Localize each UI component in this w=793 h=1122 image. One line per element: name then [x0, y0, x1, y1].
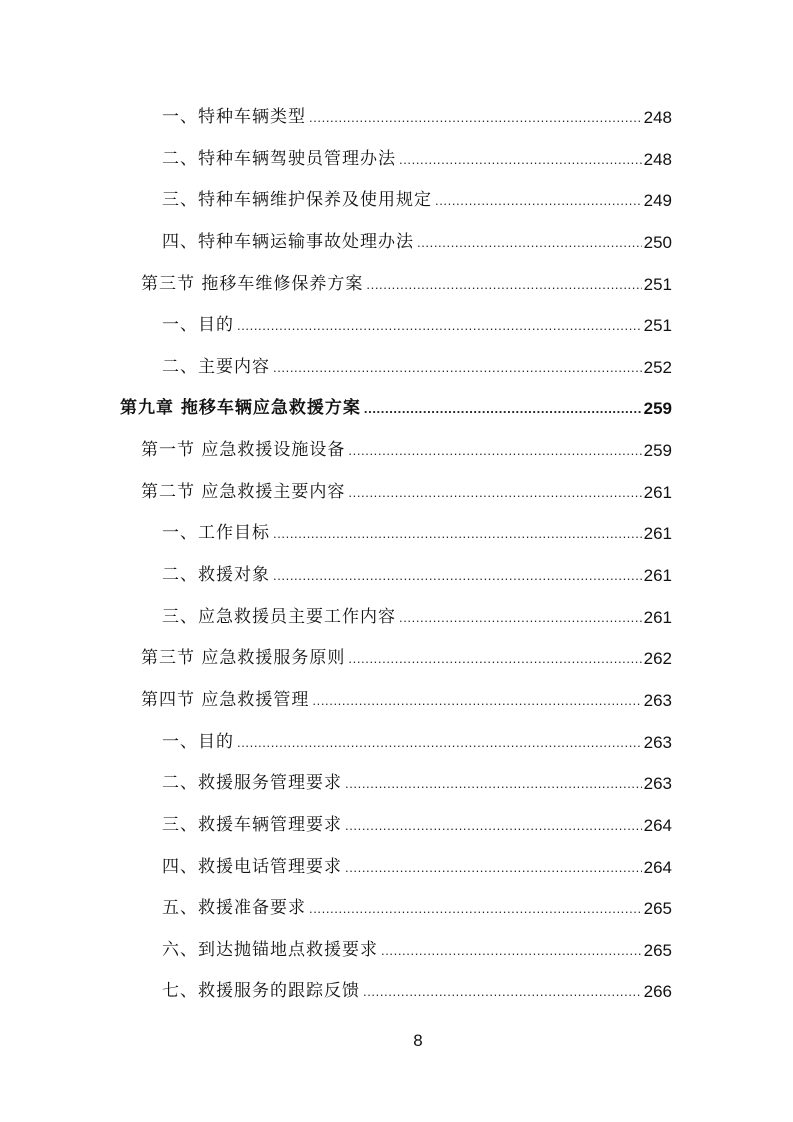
toc-entry-title: 第三节 应急救援服务原则	[141, 648, 346, 669]
toc-entry-page: 261	[643, 566, 672, 586]
toc-entry-title: 第四节 应急救援管理	[141, 689, 310, 710]
toc-entry[interactable]	[162, 180, 672, 222]
dot-leader	[435, 180, 642, 222]
toc-entry[interactable]	[162, 347, 672, 389]
dot-leader	[417, 222, 642, 264]
toc-entry-page: 261	[643, 524, 672, 544]
toc-entry[interactable]	[141, 638, 672, 680]
toc-entry[interactable]	[141, 430, 672, 472]
toc-entry-title: 五、救援准备要求	[162, 898, 306, 919]
toc-entry-title: 四、救援电话管理要求	[162, 856, 342, 877]
toc-entry-page: 251	[643, 274, 672, 294]
toc-entry-title: 一、特种车辆类型	[162, 107, 306, 127]
toc-entry-title: 六、到达抛锚地点救援要求	[162, 939, 378, 960]
toc-entry[interactable]	[162, 597, 672, 639]
toc-entry-page: 261	[643, 482, 672, 502]
toc-entry-title: 二、特种车辆驾驶员管理办法	[162, 148, 396, 169]
toc-entry-page: 259	[643, 441, 672, 461]
toc-entry-title: 二、救援对象	[162, 565, 270, 586]
toc-entry[interactable]	[162, 722, 672, 764]
toc-entry-page: 265	[643, 940, 672, 960]
toc-entry[interactable]	[141, 472, 672, 514]
toc-entry[interactable]	[141, 680, 672, 722]
toc-entry-page: 252	[643, 357, 672, 377]
toc-entry[interactable]	[162, 97, 672, 139]
dot-leader	[399, 139, 642, 181]
toc-entry[interactable]	[162, 805, 672, 847]
toc-entry-title: 第二节 应急救援主要内容	[141, 481, 346, 502]
dot-leader	[345, 805, 642, 847]
dot-leader	[348, 472, 641, 514]
toc-entry-page: 263	[643, 732, 672, 752]
toc-entry-page: 249	[643, 191, 672, 211]
dot-leader	[273, 513, 642, 555]
dot-leader	[364, 388, 642, 430]
toc-entry-page: 262	[643, 649, 672, 669]
page-number: 8	[413, 1031, 423, 1050]
dot-leader	[399, 597, 642, 639]
toc-entry[interactable]	[162, 930, 672, 972]
toc-entry[interactable]	[162, 222, 672, 264]
dot-leader	[366, 264, 641, 306]
dot-leader	[273, 347, 642, 389]
toc-entry-title: 四、特种车辆运输事故处理办法	[162, 231, 414, 252]
toc-entry[interactable]	[162, 555, 672, 597]
toc-entry[interactable]	[162, 139, 672, 181]
toc-entry[interactable]	[120, 388, 672, 430]
toc-entry[interactable]	[162, 305, 672, 347]
toc-entry-page: 251	[643, 316, 672, 336]
toc-entry-title: 二、主要内容	[162, 356, 270, 377]
dot-leader	[345, 847, 642, 889]
toc-entry-title: 第九章 拖移车辆应急救援方案	[120, 398, 361, 419]
toc-entry-page: 266	[643, 982, 672, 1002]
dot-leader	[237, 722, 642, 764]
toc-entry-page: 264	[643, 857, 672, 877]
toc-entry-page: 259	[643, 399, 672, 419]
table-of-contents	[0, 97, 793, 1013]
toc-entry-title: 一、目的	[162, 731, 234, 752]
toc-entry-page: 248	[643, 108, 672, 127]
dot-leader	[363, 971, 642, 1013]
toc-entry-page: 264	[643, 815, 672, 835]
toc-entry-title: 一、工作目标	[162, 523, 270, 544]
toc-entry[interactable]	[162, 971, 672, 1013]
toc-entry-page: 263	[643, 690, 672, 710]
toc-entry-page: 261	[643, 607, 672, 627]
toc-entry[interactable]	[162, 847, 672, 889]
toc-entry-title: 二、救援服务管理要求	[162, 773, 342, 794]
dot-leader	[237, 305, 642, 347]
dot-leader	[309, 97, 642, 139]
dot-leader	[345, 763, 642, 805]
toc-entry-page: 250	[643, 232, 672, 252]
toc-entry-title: 七、救援服务的跟踪反馈	[162, 981, 360, 1002]
toc-entry[interactable]	[162, 763, 672, 805]
toc-entry-page: 248	[643, 149, 672, 169]
toc-entry[interactable]	[141, 264, 672, 306]
dot-leader	[312, 680, 641, 722]
toc-entry[interactable]	[162, 513, 672, 555]
toc-entry-title: 三、应急救援员主要工作内容	[162, 606, 396, 627]
toc-entry-title: 三、特种车辆维护保养及使用规定	[162, 190, 432, 211]
toc-entry-title: 三、救援车辆管理要求	[162, 814, 342, 835]
dot-leader	[348, 638, 641, 680]
toc-entry-title: 第三节 拖移车维修保养方案	[141, 273, 364, 294]
dot-leader	[309, 888, 642, 930]
dot-leader	[381, 930, 642, 972]
dot-leader	[273, 555, 642, 597]
toc-entry-page: 263	[643, 774, 672, 794]
toc-entry[interactable]	[162, 888, 672, 930]
toc-entry-page: 265	[643, 899, 672, 919]
dot-leader	[348, 430, 641, 472]
toc-entry-title: 一、目的	[162, 315, 234, 336]
toc-entry-title: 第一节 应急救援设施设备	[141, 440, 346, 461]
